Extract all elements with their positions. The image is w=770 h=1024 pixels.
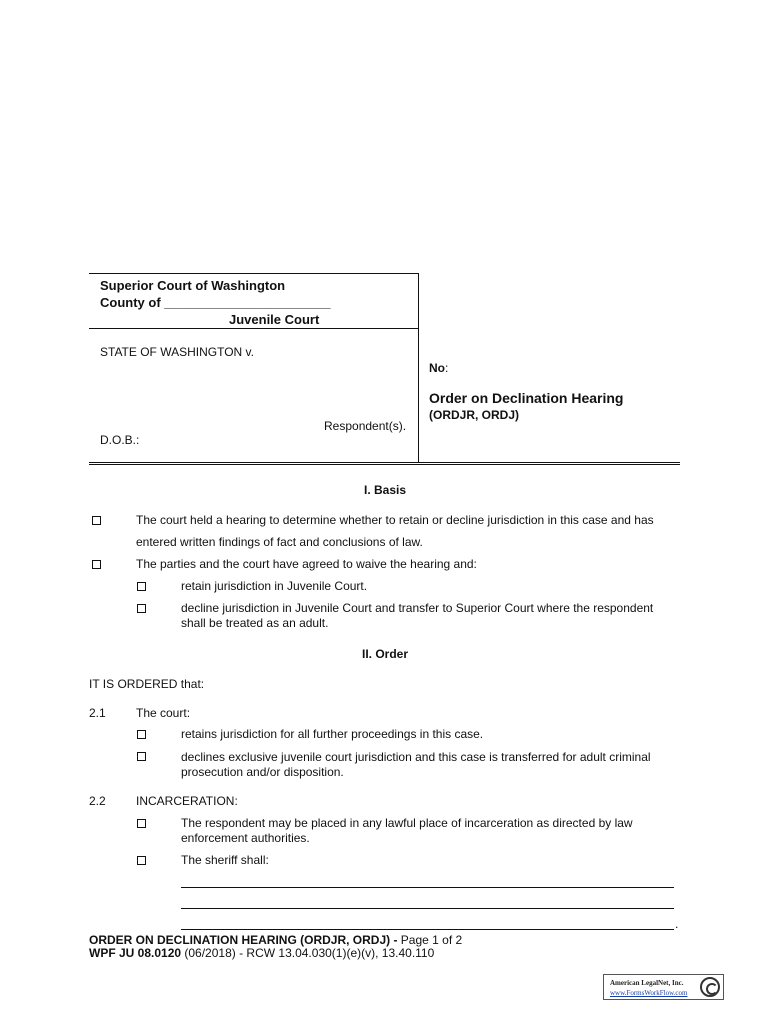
footer-title: ORDER ON DECLINATION HEARING (ORDJR, ORDJ) - Page 1 of 2 [89, 933, 463, 947]
county-line: County of _______________________ [100, 295, 331, 310]
dob-label: D.O.B.: [100, 433, 140, 447]
basis-hearing-text-1: The court held a hearing to determine whether to retain or decline jurisdiction in this case and has [136, 513, 654, 527]
sheriff-fill-line-3[interactable] [181, 929, 674, 930]
decline-jurisdiction-text-2: shall be treated as an adult. [181, 616, 329, 630]
incarceration-placement-text-2: enforcement authorities. [181, 831, 310, 845]
declines-jurisdiction-checkbox[interactable] [137, 752, 146, 761]
decline-jurisdiction-checkbox[interactable] [137, 604, 146, 613]
respondent-label: Respondent(s). [324, 419, 407, 433]
caption-divider [418, 329, 419, 463]
logo-name: American LegalNet, Inc. [610, 979, 684, 987]
order-intro: IT IS ORDERED that: [89, 677, 205, 691]
document-title: Order on Declination Hearing [429, 390, 624, 406]
section-2-1-label: The court: [136, 706, 191, 720]
incarceration-placement-text-1: The respondent may be placed in any lawful place of incarceration as directed by law [181, 816, 633, 830]
sheriff-fill-line-1[interactable] [181, 887, 674, 888]
fill-line-period: . [675, 917, 679, 931]
logo-url[interactable]: www.FormsWorkFlow.com [610, 989, 688, 997]
state-vs: STATE OF WASHINGTON v. [100, 345, 255, 359]
declines-jurisdiction-text-1: declines exclusive juvenile court jurisdiction and this case is transferred for adult criminal [181, 750, 651, 764]
court-division: Juvenile Court [229, 312, 320, 327]
sheriff-shall-text: The sheriff shall: [181, 853, 269, 867]
retains-jurisdiction-text: retains jurisdiction for all further proceedings in this case. [181, 727, 484, 741]
case-number-label: No: [429, 361, 449, 375]
sheriff-shall-checkbox[interactable] [137, 856, 146, 865]
basis-waive-checkbox[interactable] [92, 560, 101, 569]
section-2-2-number: 2.2 [89, 794, 106, 808]
caption-rule [89, 462, 680, 465]
american-legalnet-logo[interactable] [603, 974, 724, 1000]
basis-hearing-text-2: entered written findings of fact and conclusions of law. [136, 535, 423, 549]
section-2-1-number: 2.1 [89, 706, 106, 720]
document-codes: (ORDJR, ORDJ) [429, 408, 520, 422]
basis-heading: I. Basis [363, 483, 407, 497]
declines-jurisdiction-text-2: prosecution and/or disposition. [181, 765, 344, 779]
retain-jurisdiction-text: retain jurisdiction in Juvenile Court. [181, 579, 368, 593]
section-2-2-label: INCARCERATION: [136, 794, 238, 808]
footer-form-number: WPF JU 08.0120 (06/2018) - RCW 13.04.030(1)(e)(v), 13.40.110 [89, 946, 435, 960]
order-heading: II. Order [361, 647, 408, 661]
basis-waive-text: The parties and the court have agreed to waive the hearing and: [136, 557, 477, 571]
decline-jurisdiction-text-1: decline jurisdiction in Juvenile Court and transfer to Superior Court where the respondent [181, 601, 654, 615]
basis-hearing-checkbox[interactable] [92, 516, 101, 525]
sheriff-fill-line-2[interactable] [181, 908, 674, 909]
court-name: Superior Court of Washington [100, 278, 286, 293]
retains-jurisdiction-checkbox[interactable] [137, 730, 146, 739]
retain-jurisdiction-checkbox[interactable] [137, 582, 146, 591]
incarceration-placement-checkbox[interactable] [137, 819, 146, 828]
seal-icon [700, 977, 720, 997]
